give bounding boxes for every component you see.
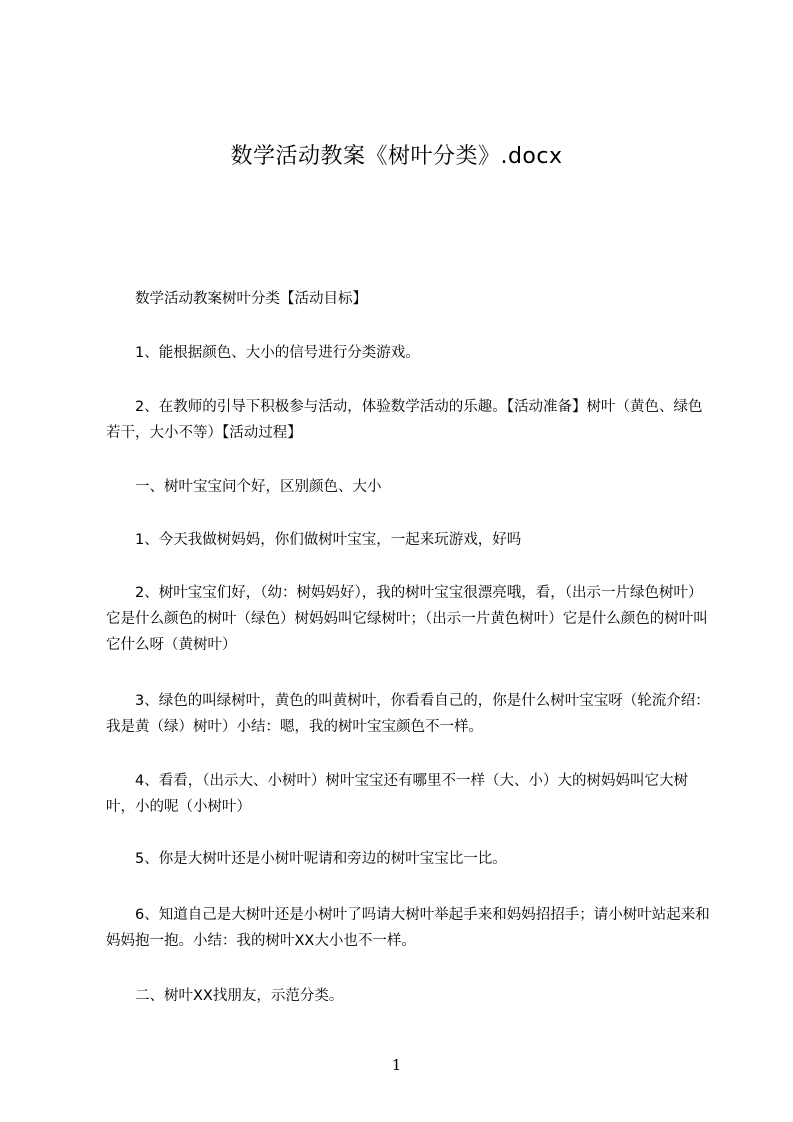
paragraph-step-6: 6、知道自己是大树叶还是小树叶了吗请大树叶举起手来和妈妈招招手；请小树叶站起来和妈妈抱一抱。小结：我的树叶XX大小也不一样。	[106, 907, 710, 949]
page-number: 1	[391, 1056, 402, 1074]
paragraph-section-2-heading: 二、树叶XX找朋友，示范分类。	[135, 988, 344, 1004]
paragraph-step-1: 1、今天我做树妈妈，你们做树叶宝宝，一起来玩游戏，好吗	[135, 532, 522, 548]
paragraph-section-1-heading: 一、树叶宝宝问个好，区别颜色、大小	[135, 479, 382, 495]
paragraph-step-3: 3、绿色的叫绿树叶，黄色的叫黄树叶，你看看自己的，你是什么树叶宝宝呀（轮流介绍：我是黄（绿）树叶）小结：嗯，我的树叶宝宝颜色不一样。	[106, 693, 710, 735]
paragraph-step-5: 5、你是大树叶还是小树叶呢请和旁边的树叶宝宝比一比。	[135, 851, 507, 867]
paragraph-step-4: 4、看看，（出示大、小树叶）树叶宝宝还有哪里不一样（大、小）大的树妈妈叫它大树叶，小的呢（小树叶）	[106, 773, 688, 815]
paragraph-goal-1: 1、能根据颜色、大小的信号进行分类游戏。	[135, 345, 420, 361]
paragraph-step-2: 2、树叶宝宝们好，（幼：树妈妈好），我的树叶宝宝很漂亮哦，看，（出示一片绿色树叶）它是什么颜色的树叶（绿色）树妈妈叫它绿树叶；（出示一片黄色树叶）它是什么颜色的树叶叫它什么呀（黄树叶）	[106, 585, 708, 653]
paragraph-activity-goal-heading: 数学活动教案树叶分类【活动目标】	[135, 291, 367, 307]
document-title: 数学活动教案《树叶分类》.docx	[230, 144, 563, 169]
paragraph-goal-2: 2、在教师的引导下积极参与活动，体验数学活动的乐趣。【活动准备】树叶（黄色、绿色若干，大小不等）【活动过程】	[106, 399, 703, 441]
